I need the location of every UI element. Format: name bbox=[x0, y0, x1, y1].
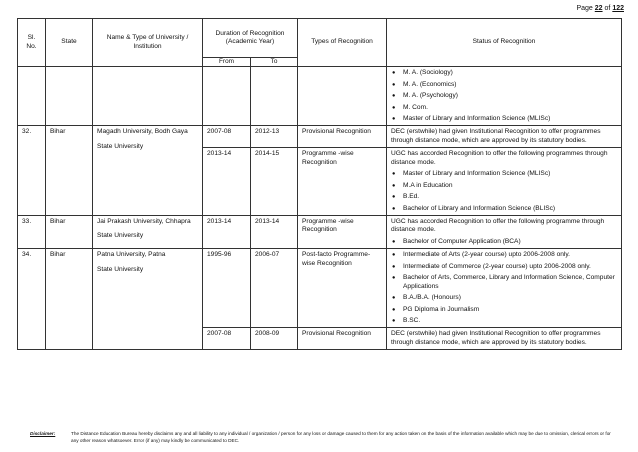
sl-cell: 34. bbox=[18, 249, 46, 350]
university-name: Magadh University, Bodh Gaya bbox=[97, 128, 188, 136]
list-item: ● Master of Library and Information Science (MLISc) bbox=[391, 115, 617, 123]
header-from: From bbox=[203, 58, 251, 67]
status-cell bbox=[387, 215, 622, 248]
list-item: ● Master of Library and Information Science (MLISc) bbox=[391, 170, 617, 178]
university-name: Jai Prakash University, Chhapra bbox=[97, 217, 191, 225]
table-row bbox=[18, 249, 622, 328]
from-cell: 2013-14 bbox=[203, 215, 251, 248]
to-cell: 2013-14 bbox=[251, 215, 298, 248]
recognition-type-cell: Programme -wise Recognition bbox=[298, 215, 387, 248]
recognition-type-cell: Provisional Recognition bbox=[298, 126, 387, 148]
list-item: ● M. A. (Sociology) bbox=[391, 69, 617, 77]
list-item: ● M. A. (Economics) bbox=[391, 81, 617, 89]
list-item: ● Intermediate of Arts (2-year course) upto 2006-2008 only. bbox=[391, 251, 617, 259]
disclaimer bbox=[30, 431, 611, 443]
sl-cell: 32. bbox=[18, 126, 46, 216]
to-cell: 2012-13 bbox=[251, 126, 298, 148]
status-cell bbox=[387, 249, 622, 328]
recognition-type-cell: Post-facto Programme-wise Recognition bbox=[298, 249, 387, 328]
table-header-row bbox=[18, 19, 622, 58]
list-item: ● B.SC. bbox=[391, 317, 617, 325]
to-cell: 2008-09 bbox=[251, 328, 298, 350]
university-cell bbox=[93, 126, 203, 216]
status-text: UGC has accorded Recognition to offer the following programmes through distance mode. bbox=[391, 150, 608, 166]
university-cell bbox=[93, 215, 203, 248]
university-cell bbox=[93, 249, 203, 350]
table-row bbox=[18, 67, 622, 126]
list-item: ● Bachelor of Library and Information Science (BLISc) bbox=[391, 205, 617, 213]
list-item: ● M. A. (Psychology) bbox=[391, 92, 617, 100]
list-item: ● Intermediate of Commerce (2-year course) upto 2006-2008 only. bbox=[391, 263, 617, 271]
list-item: ● B.A./B.A. (Honours) bbox=[391, 294, 617, 302]
list-item: ● M. Com. bbox=[391, 104, 617, 112]
status-cell: DEC (erstwhile) had given Institutional Recognition to offer programmes through distance mode, which are approved by its statutory bodies. bbox=[387, 126, 622, 148]
university-name: Patna University, Patna bbox=[97, 251, 166, 259]
list-item: ● Bachelor of Computer Application (BCA) bbox=[391, 238, 617, 246]
university-type: State University bbox=[97, 142, 144, 150]
header-duration: Duration of Recognition (Academic Year) bbox=[203, 19, 298, 58]
header-status: Status of Recognition bbox=[387, 19, 622, 67]
university-type: State University bbox=[97, 265, 144, 273]
header-name: Name & Type of University / Institution bbox=[93, 19, 203, 67]
status-cell: DEC (erstwhile) had given Institutional Recognition to offer programmes through distance mode, which are approved by its statutory bodies. bbox=[387, 328, 622, 350]
header-sl-no: Sl. No. bbox=[18, 19, 46, 67]
state-cell: Bihar bbox=[46, 249, 93, 350]
page-number: Page 22 of 122 bbox=[576, 5, 624, 12]
disclaimer-text: The Distance Education Bureau hereby disclaims any and all liability to any individual / organization / person for any loss or damage caused to them for any action taken on the basis of the information available which may be due to omission, clerical errors or for any other reason whatsoever. Error (if any) may kindly be communicated to DEC. bbox=[71, 431, 611, 443]
from-cell: 1995-96 bbox=[203, 249, 251, 328]
university-type: State University bbox=[97, 232, 144, 240]
list-item: ● Bachelor of Arts, Commerce, Library and Information Science, Computer Applications bbox=[391, 274, 617, 291]
recognition-type-cell: Programme -wise Recognition bbox=[298, 148, 387, 216]
status-cell bbox=[387, 148, 622, 216]
state-cell: Bihar bbox=[46, 215, 93, 248]
from-cell: 2013-14 bbox=[203, 148, 251, 216]
status-text: UGC has accorded Recognition to offer the following programme through distance mode. bbox=[391, 217, 605, 234]
from-cell: 2007-08 bbox=[203, 328, 251, 350]
header-state: State bbox=[46, 19, 93, 67]
list-item: ● PG Diploma in Journalism bbox=[391, 306, 617, 314]
to-cell: 2006-07 bbox=[251, 249, 298, 328]
header-types: Types of Recognition bbox=[298, 19, 387, 67]
table-row bbox=[18, 126, 622, 148]
status-cell bbox=[387, 67, 622, 126]
state-cell: Bihar bbox=[46, 126, 93, 216]
disclaimer-label: Disclaimer: bbox=[30, 431, 56, 436]
list-item: ● B.Ed. bbox=[391, 193, 617, 201]
from-cell: 2007-08 bbox=[203, 126, 251, 148]
header-to: To bbox=[251, 58, 298, 67]
recognition-type-cell: Provisional Recognition bbox=[298, 328, 387, 350]
recognition-table bbox=[17, 18, 622, 350]
to-cell: 2014-15 bbox=[251, 148, 298, 216]
list-item: ● M.A in Education bbox=[391, 182, 617, 190]
table-row bbox=[18, 215, 622, 248]
sl-cell: 33. bbox=[18, 215, 46, 248]
